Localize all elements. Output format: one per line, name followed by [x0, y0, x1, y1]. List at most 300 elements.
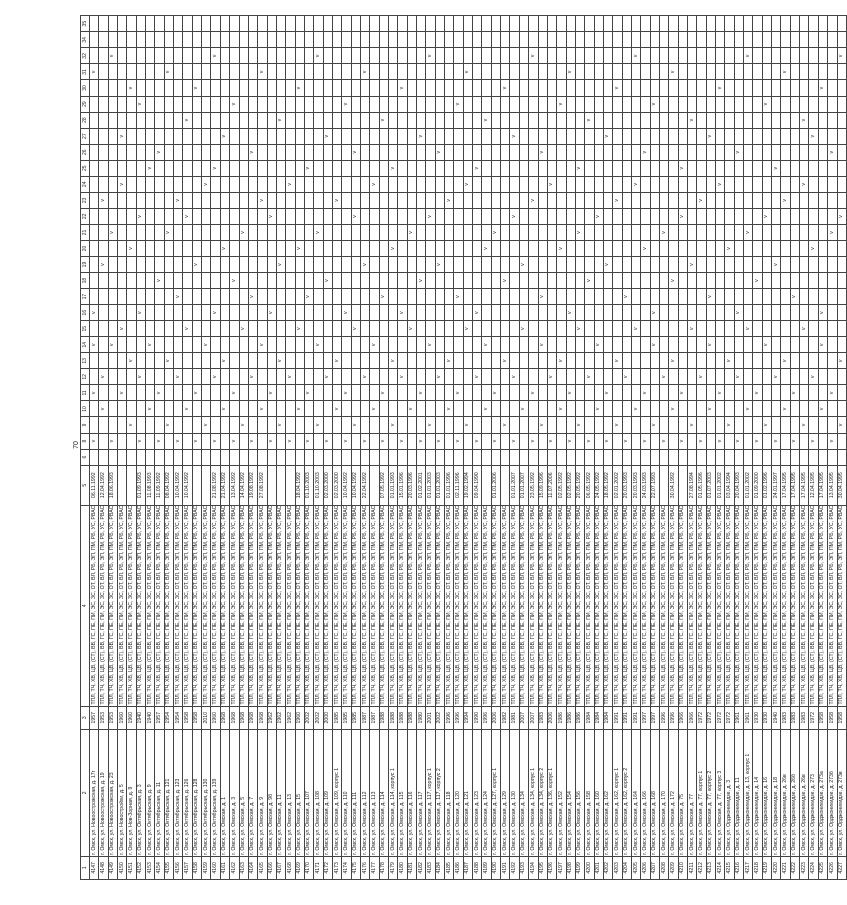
address-cell: г. Омск, ул. Орджоникидзе, д. 18 — [772, 729, 781, 856]
mark-cell: v — [192, 433, 201, 449]
mark-cell — [118, 224, 127, 240]
table-row — [594, 16, 603, 880]
mark-cell — [473, 96, 482, 112]
mark-cell — [267, 224, 276, 240]
mark-cell: v — [211, 433, 220, 449]
mark-cell: v — [417, 385, 426, 401]
mark-cell — [332, 369, 341, 385]
mark-cell — [454, 337, 463, 353]
mark-cell: v — [127, 240, 136, 256]
mark-cell — [146, 96, 155, 112]
works-cell: ТПЛ, ТЧ, ХВ, ЦВ, (СТ), ВВ, ГС, ПЕ, ПИ, ЭС, ЗС, ОТ, ВЛ, РБ, ЭП, ПМ, РБ, УС, РВАС — [146, 505, 155, 706]
mark-cell — [688, 401, 697, 417]
mark-cell — [426, 16, 435, 32]
mark-cell — [146, 80, 155, 96]
mark-cell — [688, 48, 697, 64]
mark-cell — [716, 401, 725, 417]
table-row — [360, 16, 369, 880]
mark-cell: v — [744, 224, 753, 240]
mark-cell: v — [389, 240, 398, 256]
mark-cell — [575, 433, 584, 449]
mark-cell: v — [426, 48, 435, 64]
mark-cell — [248, 305, 257, 321]
column-header: 1 — [81, 856, 90, 879]
table-row — [192, 16, 201, 880]
works-cell: ТПЛ, ТЧ, ХВ, ЦВ, (СТ), ВВ, ГС, ПЕ, ПИ, ЭС, ЗС, ОТ, ВЛ, РБ, ЭП, ПМ, РБ, УС, РВАС — [641, 505, 650, 706]
mark-cell — [463, 337, 472, 353]
mark-cell: v — [323, 433, 332, 449]
mark-cell — [781, 32, 790, 48]
mark-cell — [127, 128, 136, 144]
mark-cell — [650, 144, 659, 160]
mark-cell — [753, 64, 762, 80]
mark-cell — [192, 192, 201, 208]
mark-cell — [360, 401, 369, 417]
mark-cell — [734, 337, 743, 353]
mark-cell: v — [603, 257, 612, 273]
mark-cell — [276, 32, 285, 48]
mark-cell — [239, 273, 248, 289]
mark-cell — [828, 80, 837, 96]
mark-cell — [314, 401, 323, 417]
mark-cell — [529, 449, 538, 465]
mark-cell: v — [529, 48, 538, 64]
mark-cell — [659, 32, 668, 48]
mark-cell — [603, 192, 612, 208]
mark-cell — [286, 401, 295, 417]
mark-cell — [809, 257, 818, 273]
mark-cell: v — [276, 417, 285, 433]
mark-cell — [818, 176, 827, 192]
address-cell: г. Омск, ул. Омская, д. 107 — [304, 729, 313, 856]
mark-cell — [286, 96, 295, 112]
address-cell: г. Омск, ул. Омская, д. 117 — [417, 729, 426, 856]
mark-cell — [529, 369, 538, 385]
mark-cell — [426, 273, 435, 289]
mark-cell — [622, 353, 631, 369]
mark-cell — [239, 401, 248, 417]
mark-cell — [631, 64, 640, 80]
mark-cell — [659, 385, 668, 401]
mark-cell — [276, 16, 285, 32]
mark-cell — [575, 305, 584, 321]
mark-cell — [248, 257, 257, 273]
mark-cell — [603, 176, 612, 192]
mark-cell — [323, 96, 332, 112]
mark-cell — [445, 80, 454, 96]
mark-cell — [108, 64, 117, 80]
mark-cell: v — [426, 337, 435, 353]
date-cell: 01.05.1996 — [697, 465, 706, 505]
mark-cell: v — [613, 80, 622, 96]
mark-cell: v — [454, 385, 463, 401]
mark-cell — [744, 16, 753, 32]
mark-cell — [398, 273, 407, 289]
row-number-cell: 4172 — [323, 856, 332, 879]
mark-cell — [753, 289, 762, 305]
mark-cell — [631, 289, 640, 305]
mark-cell — [295, 48, 304, 64]
mark-cell — [174, 449, 183, 465]
table-row — [753, 16, 762, 880]
mark-cell — [398, 176, 407, 192]
mark-cell — [211, 208, 220, 224]
mark-cell — [473, 240, 482, 256]
mark-cell — [659, 449, 668, 465]
mark-cell — [454, 417, 463, 433]
mark-cell — [557, 176, 566, 192]
mark-cell — [417, 305, 426, 321]
mark-cell — [379, 353, 388, 369]
mark-cell: v — [183, 112, 192, 128]
mark-cell — [360, 96, 369, 112]
mark-cell — [641, 160, 650, 176]
mark-cell — [613, 257, 622, 273]
mark-cell — [473, 16, 482, 32]
mark-cell — [501, 337, 510, 353]
mark-cell — [678, 337, 687, 353]
mark-cell — [800, 48, 809, 64]
mark-cell — [211, 128, 220, 144]
mark-cell — [370, 449, 379, 465]
date-cell: 01.01.2006 — [491, 465, 500, 505]
row-number-cell: 4219 — [762, 856, 771, 879]
mark-cell — [323, 80, 332, 96]
address-cell: г. Омск, ул. Орджоникидзе, д. 273в — [837, 729, 846, 856]
mark-cell — [304, 401, 313, 417]
table-row — [155, 16, 164, 880]
mark-cell: v — [669, 64, 678, 80]
mark-cell — [828, 240, 837, 256]
mark-cell — [706, 48, 715, 64]
mark-cell: v — [192, 385, 201, 401]
mark-cell — [267, 64, 276, 80]
mark-cell — [744, 144, 753, 160]
mark-cell — [342, 289, 351, 305]
mark-cell — [445, 208, 454, 224]
mark-cell — [566, 192, 575, 208]
mark-cell — [239, 96, 248, 112]
mark-cell — [389, 176, 398, 192]
mark-cell: v — [136, 433, 145, 449]
mark-cell — [622, 176, 631, 192]
mark-cell — [192, 96, 201, 112]
mark-cell — [407, 449, 416, 465]
mark-cell — [267, 192, 276, 208]
mark-cell — [557, 369, 566, 385]
mark-cell — [501, 112, 510, 128]
mark-cell — [538, 449, 547, 465]
mark-cell — [398, 257, 407, 273]
table-row — [650, 16, 659, 880]
mark-cell — [790, 64, 799, 80]
mark-cell — [585, 80, 594, 96]
mark-cell — [697, 353, 706, 369]
mark-cell — [585, 417, 594, 433]
mark-cell — [529, 144, 538, 160]
mark-cell — [136, 224, 145, 240]
mark-cell — [744, 273, 753, 289]
mark-cell — [762, 401, 771, 417]
mark-cell — [192, 208, 201, 224]
mark-cell: v — [482, 401, 491, 417]
mark-cell: v — [220, 401, 229, 417]
date-cell: 10.04.1992 — [351, 465, 360, 505]
mark-cell — [108, 16, 117, 32]
year-cell: 1996 — [659, 706, 668, 729]
mark-cell — [501, 144, 510, 160]
address-cell: г. Омск, ул. Орджоникидзе, д. 273 — [809, 729, 818, 856]
mark-cell — [426, 321, 435, 337]
mark-cell — [230, 208, 239, 224]
mark-cell — [463, 305, 472, 321]
mark-cell — [276, 208, 285, 224]
mark-cell: v — [706, 289, 715, 305]
mark-cell — [781, 16, 790, 32]
mark-cell — [575, 16, 584, 32]
mark-cell — [417, 48, 426, 64]
mark-cell — [332, 337, 341, 353]
column-header: 11 — [81, 385, 90, 401]
mark-cell — [127, 96, 136, 112]
mark-cell — [501, 321, 510, 337]
mark-cell — [613, 240, 622, 256]
mark-cell: v — [295, 240, 304, 256]
mark-cell — [650, 32, 659, 48]
mark-cell — [192, 305, 201, 321]
mark-cell — [510, 224, 519, 240]
mark-cell — [491, 192, 500, 208]
mark-cell — [304, 337, 313, 353]
mark-cell — [118, 80, 127, 96]
address-cell: г. Омск, ул. Омская, д. 111 — [351, 729, 360, 856]
mark-cell — [631, 433, 640, 449]
mark-cell — [360, 417, 369, 433]
mark-cell — [286, 273, 295, 289]
mark-cell: v — [398, 305, 407, 321]
mark-cell — [566, 240, 575, 256]
mark-cell — [706, 240, 715, 256]
mark-cell: v — [314, 337, 323, 353]
mark-cell — [286, 208, 295, 224]
mark-cell — [828, 32, 837, 48]
mark-cell — [706, 369, 715, 385]
mark-cell — [716, 224, 725, 240]
mark-cell — [575, 144, 584, 160]
mark-cell — [463, 144, 472, 160]
works-cell: ТПЛ, ТЧ, ХВ, ЦВ, (СТ), ВВ, ГС, ПЕ, ПИ, ЭС, ЗС, ОТ, ВЛ, РБ, ЭП, ПМ, РБ, УС, РВАС — [323, 505, 332, 706]
mark-cell — [678, 321, 687, 337]
mark-cell — [828, 401, 837, 417]
mark-cell — [706, 449, 715, 465]
mark-cell — [678, 48, 687, 64]
mark-cell — [417, 337, 426, 353]
mark-cell — [304, 305, 313, 321]
table-row — [772, 16, 781, 880]
mark-cell — [389, 385, 398, 401]
mark-cell — [211, 144, 220, 160]
mark-cell — [622, 128, 631, 144]
mark-cell — [734, 385, 743, 401]
mark-cell — [314, 16, 323, 32]
mark-cell: v — [342, 433, 351, 449]
mark-cell — [706, 160, 715, 176]
mark-cell — [389, 128, 398, 144]
mark-cell — [230, 369, 239, 385]
mark-cell — [202, 240, 211, 256]
mark-cell — [716, 289, 725, 305]
mark-cell — [753, 80, 762, 96]
mark-cell — [734, 208, 743, 224]
mark-cell — [332, 176, 341, 192]
mark-cell — [762, 240, 771, 256]
mark-cell — [575, 353, 584, 369]
mark-cell: v — [547, 433, 556, 449]
table-row — [622, 16, 631, 880]
mark-cell — [800, 240, 809, 256]
date-cell: 18.05.1992 — [603, 465, 612, 505]
mark-cell — [248, 273, 257, 289]
mark-cell — [734, 353, 743, 369]
mark-cell — [585, 32, 594, 48]
mark-cell — [603, 417, 612, 433]
row-number-cell: 4209 — [669, 856, 678, 879]
address-cell: г. Омск, ул. Омская, д. 3 — [230, 729, 239, 856]
year-cell: 1994 — [463, 706, 472, 729]
mark-cell — [304, 321, 313, 337]
year-cell: 2000 — [323, 706, 332, 729]
column-header: 9 — [81, 417, 90, 433]
mark-cell — [482, 449, 491, 465]
date-cell — [482, 465, 491, 505]
mark-cell — [314, 112, 323, 128]
row-number-cell: 4190 — [491, 856, 500, 879]
year-cell: 1940 — [772, 706, 781, 729]
works-cell: ТПЛ, ТЧ, ХВ, ЦВ, (СТ), ВВ, ГС, ПЕ, ПИ, ЭС, ЗС, ОТ, ВЛ, РБ, ЭП, ПМ, РБ, УС, РВАС — [744, 505, 753, 706]
mark-cell: v — [650, 96, 659, 112]
mark-cell — [706, 385, 715, 401]
mark-cell — [323, 417, 332, 433]
mark-cell — [622, 257, 631, 273]
mark-cell — [753, 128, 762, 144]
date-cell: 01.01.2002 — [716, 465, 725, 505]
mark-cell — [370, 257, 379, 273]
works-cell: ТПЛ, ТЧ, ХВ, ЦВ, (СТ), ВВ, ГС, ПЕ, ПИ, ЭС, ЗС, ОТ, ВЛ, РБ, ЭП, ПМ, РБ, УС, РВАС — [220, 505, 229, 706]
mark-cell — [220, 144, 229, 160]
year-cell: 1983 — [800, 706, 809, 729]
mark-cell — [90, 289, 99, 305]
mark-cell — [678, 176, 687, 192]
mark-cell: v — [304, 433, 313, 449]
year-cell: 1983 — [781, 706, 790, 729]
mark-cell — [220, 48, 229, 64]
mark-cell — [473, 32, 482, 48]
mark-cell — [155, 257, 164, 273]
mark-cell: v — [127, 80, 136, 96]
address-cell: г. Омск, ул. Омская, д. 136, корпус 1 — [547, 729, 556, 856]
mark-cell — [295, 257, 304, 273]
mark-cell: v — [454, 96, 463, 112]
mark-cell — [239, 48, 248, 64]
mark-cell — [716, 240, 725, 256]
mark-cell — [482, 48, 491, 64]
mark-cell — [323, 337, 332, 353]
mark-cell — [585, 192, 594, 208]
year-cell: 1981 — [510, 706, 519, 729]
mark-cell — [697, 257, 706, 273]
mark-cell — [276, 401, 285, 417]
table-row — [332, 16, 341, 880]
mark-cell — [818, 128, 827, 144]
mark-cell — [146, 64, 155, 80]
mark-cell — [603, 32, 612, 48]
works-cell: ТПЛ, ТЧ, ХВ, ЦВ, (СТ), ВВ, ГС, ПЕ, ПИ, ЭС, ЗС, ОТ, ВЛ, РБ, ЭП, ПМ, РБ, УС, РВАС — [211, 505, 220, 706]
mark-cell — [706, 305, 715, 321]
mark-cell: v — [781, 353, 790, 369]
mark-cell: v — [258, 337, 267, 353]
mark-cell — [547, 144, 556, 160]
mark-cell — [248, 192, 257, 208]
mark-cell — [725, 449, 734, 465]
mark-cell — [734, 321, 743, 337]
mark-cell: v — [248, 289, 257, 305]
table-row — [417, 16, 426, 880]
mark-cell — [202, 369, 211, 385]
row-number-cell: 4217 — [744, 856, 753, 879]
mark-cell — [267, 240, 276, 256]
mark-cell — [641, 64, 650, 80]
mark-cell: v — [463, 417, 472, 433]
mark-cell — [547, 273, 556, 289]
date-cell: 24.03.1993 — [641, 465, 650, 505]
mark-cell — [417, 449, 426, 465]
mark-cell — [295, 112, 304, 128]
mark-cell — [603, 112, 612, 128]
mark-cell — [501, 96, 510, 112]
mark-cell: v — [304, 160, 313, 176]
mark-cell — [183, 385, 192, 401]
mark-cell — [155, 289, 164, 305]
mark-cell — [314, 385, 323, 401]
mark-cell: v — [650, 417, 659, 433]
mark-cell — [239, 433, 248, 449]
page-number: 70 — [73, 441, 80, 449]
mark-cell — [220, 208, 229, 224]
mark-cell — [239, 208, 248, 224]
address-cell: г. Омск, ул. Омская, д. 120 — [454, 729, 463, 856]
row-number-cell: 4147 — [90, 856, 99, 879]
mark-cell — [538, 128, 547, 144]
mark-cell — [258, 289, 267, 305]
mark-cell — [314, 176, 323, 192]
table-row — [118, 16, 127, 880]
mark-cell — [678, 240, 687, 256]
works-cell: ТПЛ, ТЧ, ХВ, ЦВ, (СТ), ВВ, ГС, ПЕ, ПИ, ЭС, ЗС, ОТ, ВЛ, РБ, ЭП, ПМ, РБ, УС, РВАС — [398, 505, 407, 706]
works-cell: ТПЛ, ТЧ, ХВ, ЦВ, (СТ), ВВ, ГС, ПЕ, ПИ, ЭС, ЗС, ОТ, ВЛ, РБ, ЭП, ПМ, РБ, УС, РВАС — [659, 505, 668, 706]
mark-cell — [519, 273, 528, 289]
mark-cell: v — [491, 433, 500, 449]
mark-cell — [809, 353, 818, 369]
mark-cell — [202, 144, 211, 160]
mark-cell — [183, 96, 192, 112]
mark-cell — [744, 449, 753, 465]
mark-cell — [211, 401, 220, 417]
mark-cell: v — [445, 353, 454, 369]
date-cell: 13.04.1995 — [828, 465, 837, 505]
mark-cell: v — [351, 144, 360, 160]
mark-cell — [631, 240, 640, 256]
mark-cell — [136, 48, 145, 64]
